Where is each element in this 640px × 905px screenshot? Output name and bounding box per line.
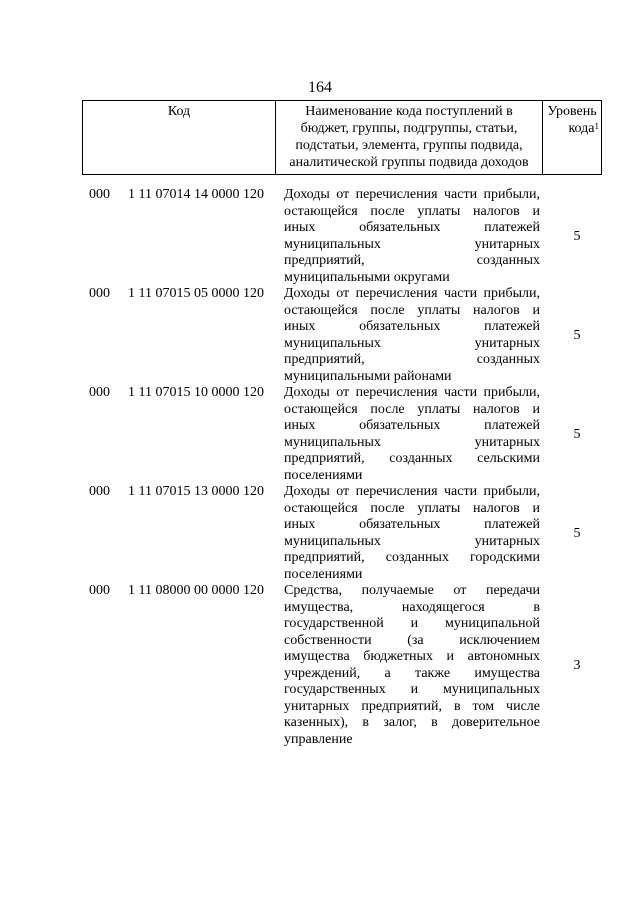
row-name-line: иных обязательных платежей — [284, 418, 540, 433]
table-row — [0, 286, 640, 385]
row-name-line: учреждений, а также имущества — [284, 665, 540, 681]
row-name-line: муниципальных унитарных — [284, 335, 540, 351]
row-code: 1 11 08000 00 0000 120 — [128, 583, 264, 598]
row-name-line: иных обязательных платежей — [284, 220, 540, 235]
header-name — [276, 101, 543, 175]
row-name-line: муниципальных унитарных — [284, 533, 540, 549]
row-name-line: иных обязательных платежей — [284, 517, 540, 532]
row-name-line: имущества, находящегося в — [284, 599, 540, 615]
row-name — [284, 484, 540, 583]
header-level-word: кода — [568, 121, 595, 136]
row-name-line: муниципальных унитарных — [284, 236, 540, 252]
row-name-line: Доходы от перечисления части прибыли, — [284, 286, 540, 301]
header-level-line1: Уровень — [547, 104, 597, 119]
row-level: 5 — [573, 426, 581, 442]
row-name-line: поселениями — [284, 467, 363, 483]
row-name-line: муниципальных унитарных — [284, 434, 540, 450]
row-code: 1 11 07014 14 0000 120 — [128, 187, 264, 202]
header-name-line: Наименование кода поступлений в — [305, 104, 513, 119]
row-prefix: 000 — [89, 385, 110, 400]
row-prefix: 000 — [89, 286, 110, 301]
row-name-line: муниципальными районами — [284, 368, 452, 384]
header-name-line: подстатьи, элемента, группы подвида, — [295, 138, 523, 153]
row-level: 3 — [573, 657, 581, 673]
row-name-line: остающейся после уплаты налогов и — [284, 302, 540, 318]
row-name — [284, 385, 540, 484]
row-name — [284, 187, 540, 286]
row-name-line: Доходы от перечисления части прибыли, — [284, 385, 540, 400]
row-level: 5 — [573, 525, 581, 541]
row-level: 5 — [573, 327, 581, 343]
row-name-line: остающейся после уплаты налогов и — [284, 401, 540, 417]
row-name-line: собственности (за исключением — [284, 632, 540, 648]
row-name-line: иных обязательных платежей — [284, 319, 540, 334]
header-level-line2 — [545, 120, 599, 137]
table-row — [0, 187, 640, 286]
row-name-line: Доходы от перечисления части прибыли, — [284, 187, 540, 202]
row-name-line: предприятий, созданных — [284, 253, 540, 268]
table-header — [82, 100, 602, 175]
row-name-line: остающейся после уплаты налогов и — [284, 203, 540, 219]
row-name-line: Средства, получаемые от передачи — [284, 583, 540, 598]
row-name-line: казенных), в залог, в доверительное — [284, 715, 540, 730]
header-name-line: аналитической группы подвида доходов — [289, 155, 529, 170]
row-prefix: 000 — [89, 187, 110, 202]
row-name-line: поселениями — [284, 566, 363, 582]
row-name-line: государственной и муниципальной — [284, 616, 540, 631]
row-code: 1 11 07015 05 0000 120 — [128, 286, 264, 301]
row-level: 5 — [573, 228, 581, 244]
row-name-line: предприятий, созданных сельскими — [284, 451, 540, 466]
row-name-line: муниципальными округами — [284, 269, 450, 285]
row-name-line: государственных и муниципальных — [284, 682, 540, 697]
row-name-line: управление — [284, 731, 353, 747]
row-name-line: остающейся после уплаты налогов и — [284, 500, 540, 516]
row-name — [284, 583, 540, 748]
header-code: Код — [83, 101, 276, 175]
header-name-line: бюджет, группы, подгруппы, статьи, — [300, 121, 518, 136]
page-number: 164 — [308, 79, 332, 96]
row-prefix: 000 — [89, 583, 110, 598]
table-row — [0, 583, 640, 748]
row-name-line: унитарных предприятий, в том числе — [284, 698, 540, 714]
row-name — [284, 286, 540, 385]
row-name-line: предприятий, созданных городскими — [284, 550, 540, 565]
row-name-line: имущества бюджетных и автономных — [284, 649, 540, 664]
row-name-line: предприятий, созданных — [284, 352, 540, 367]
header-level — [543, 101, 602, 175]
row-prefix: 000 — [89, 484, 110, 499]
table-row — [0, 484, 640, 583]
table-row — [0, 385, 640, 484]
row-code: 1 11 07015 13 0000 120 — [128, 484, 264, 499]
row-code: 1 11 07015 10 0000 120 — [128, 385, 264, 400]
row-name-line: Доходы от перечисления части прибыли, — [284, 484, 540, 499]
footnote-marker: 1 — [594, 121, 599, 131]
